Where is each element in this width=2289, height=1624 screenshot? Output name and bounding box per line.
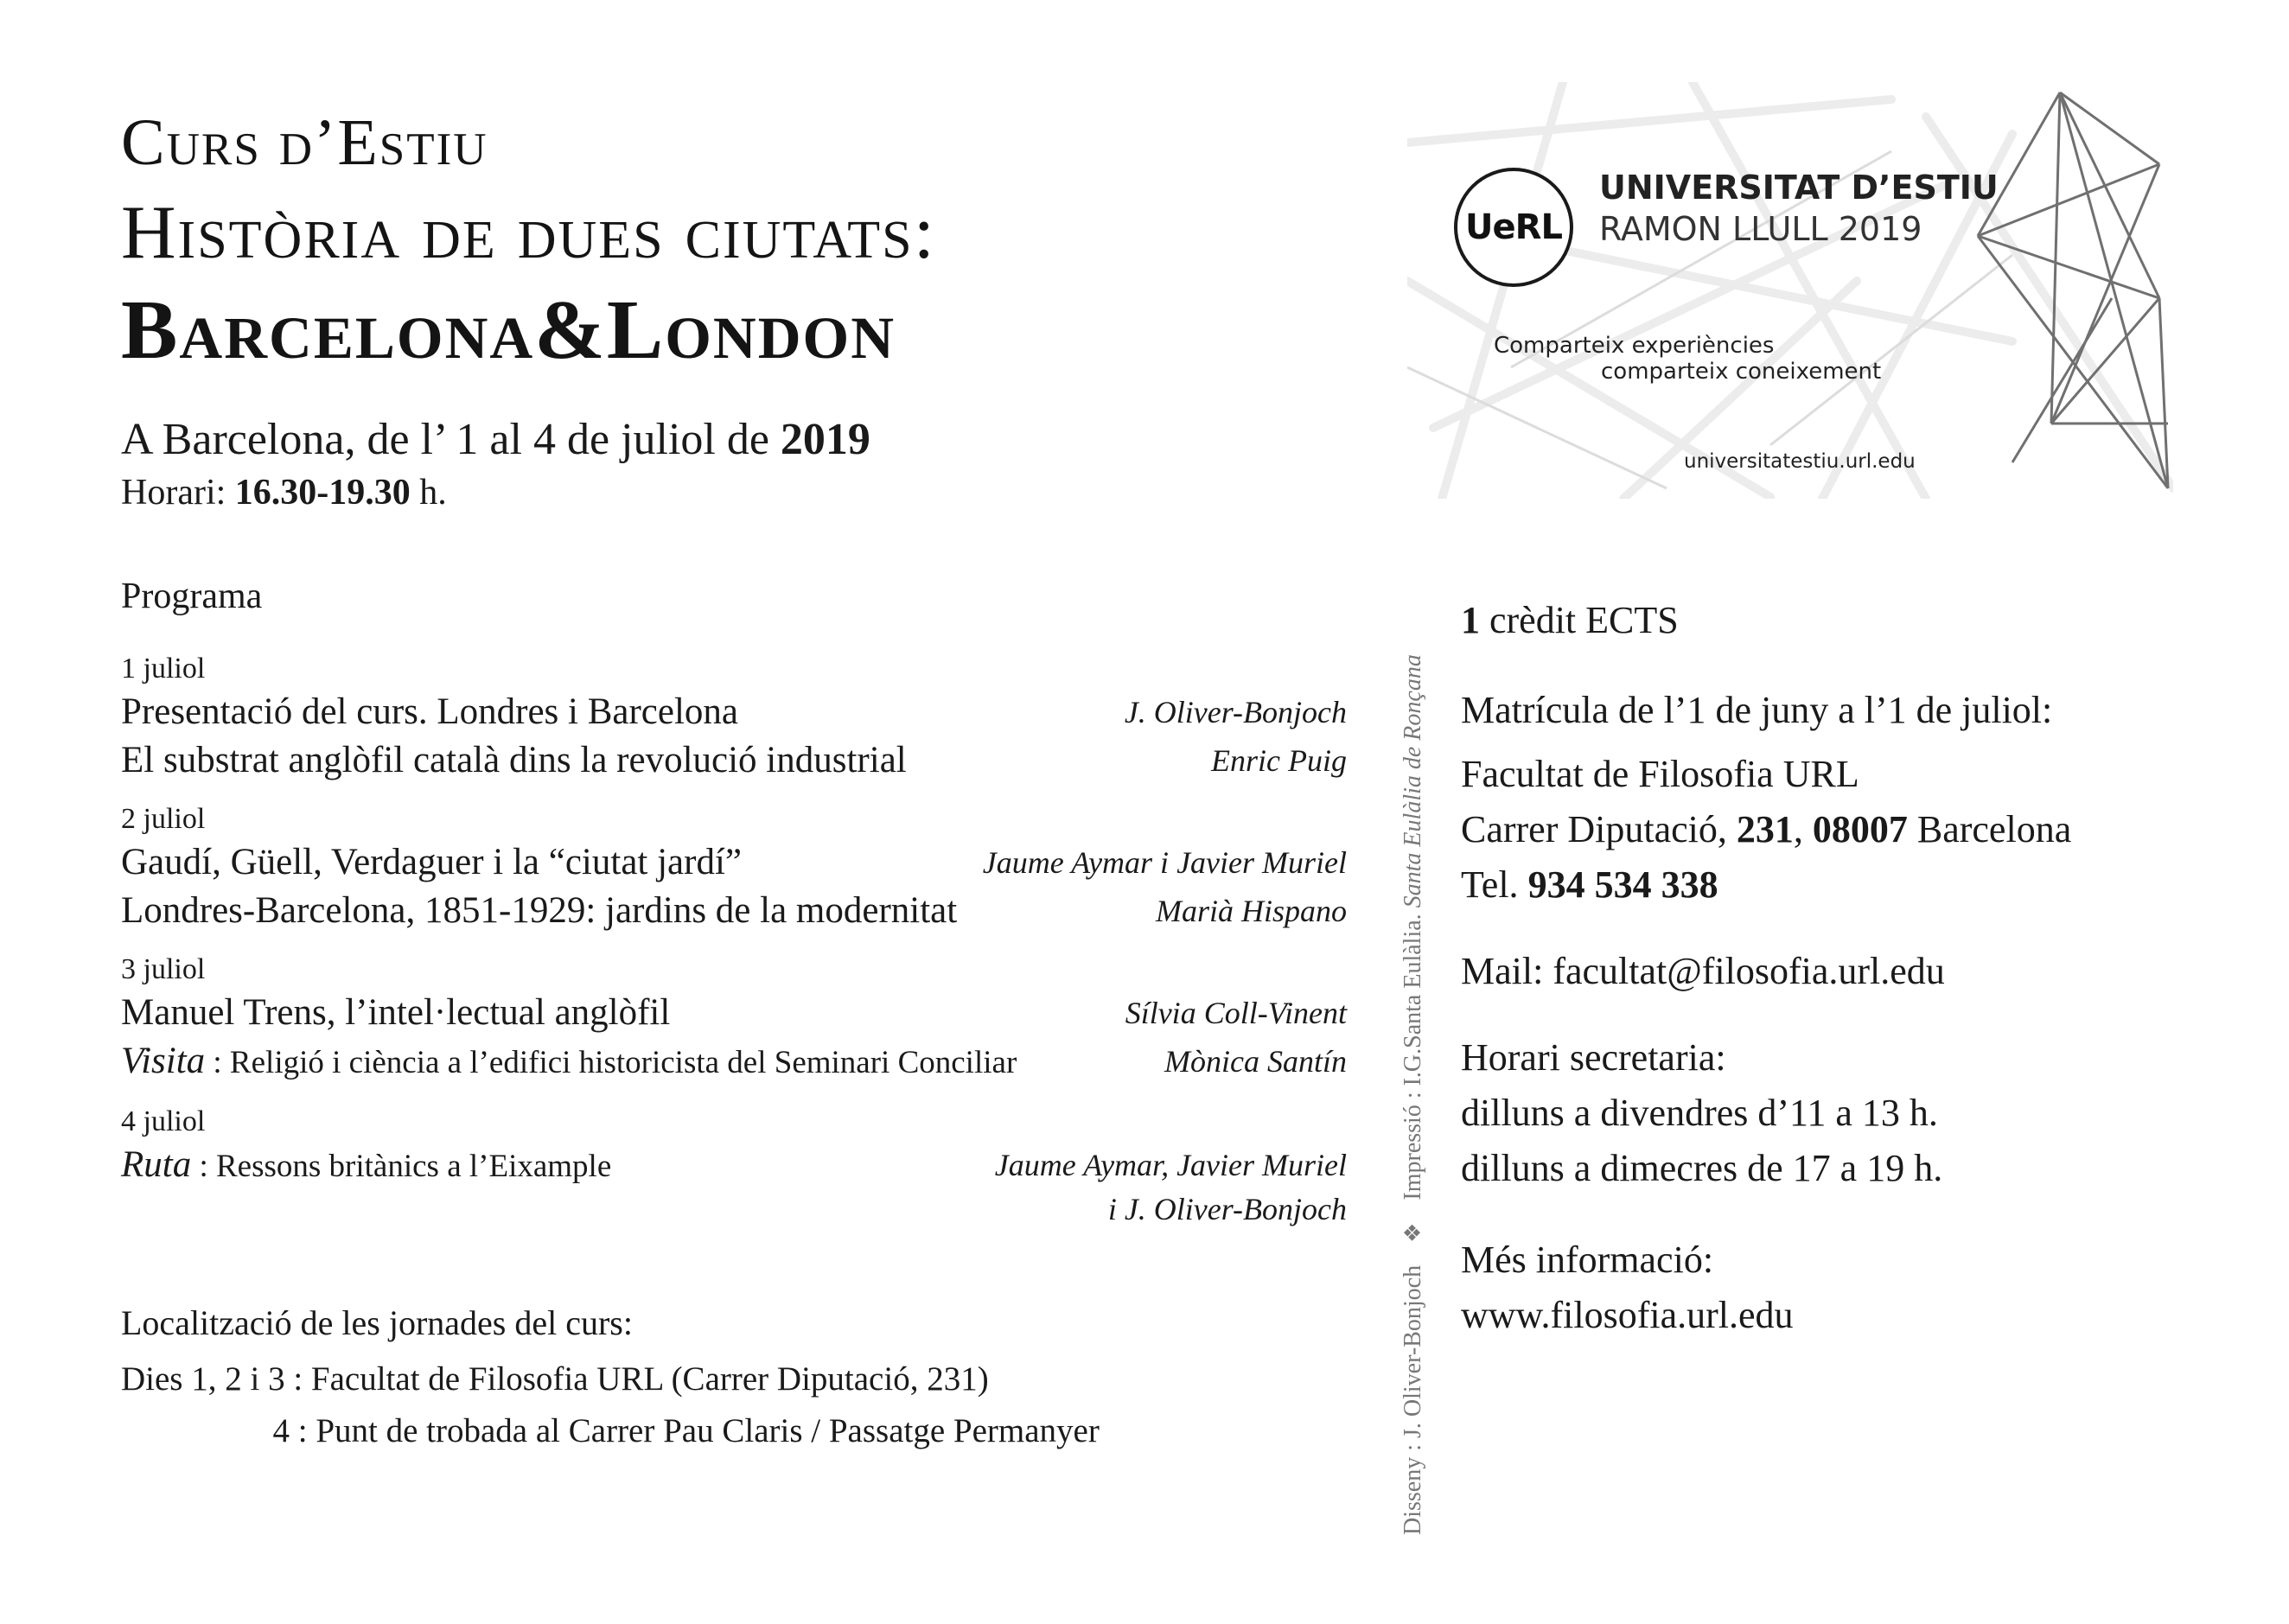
- office-hours-title: Horari secretaria:: [1461, 1036, 1726, 1079]
- program-list: [121, 650, 1347, 1245]
- location-days-text: : Facultat de Filosofia URL (Carrer Diputació, 231): [284, 1360, 989, 1398]
- program-day: [121, 951, 1347, 1087]
- session-type: Ruta: [121, 1144, 192, 1185]
- session-topic: [121, 887, 957, 935]
- faculty-name: Facultat de Filosofia URL: [1461, 753, 1859, 795]
- session-speaker: [1125, 688, 1347, 736]
- session-speaker: [1156, 887, 1347, 935]
- brand-name: UNIVERSITAT D’ESTIU: [1599, 169, 1999, 207]
- session-topic-text: Presentació del curs. Londres i Barcelona: [121, 691, 739, 732]
- credits-number: 1: [1461, 599, 1480, 641]
- program-session: [121, 736, 1347, 785]
- phone: [1461, 857, 1718, 913]
- speaker-name: Mònica Santín: [1164, 1044, 1347, 1079]
- session-topic: [121, 1037, 1017, 1087]
- location-day4-text: : Punt de trobada al Carrer Pau Claris / Passatge Permanyer: [290, 1412, 1100, 1449]
- program-session: [121, 688, 1347, 736]
- print-credit-place: Santa Eulàlia de Ronçana: [1400, 654, 1426, 908]
- ects-credits: [1461, 593, 1679, 648]
- program-day-label: 3 juliol: [121, 953, 206, 985]
- session-speaker: [995, 1141, 1347, 1229]
- faculty-address: [1461, 802, 2071, 857]
- summer-university-url: universitatestiu.url.edu: [1684, 450, 1916, 473]
- session-speaker: [1125, 989, 1347, 1037]
- address-postcode: 08007: [1812, 808, 1908, 850]
- location-day4-label: 4: [272, 1412, 290, 1449]
- program-session: [121, 887, 1347, 935]
- session-speaker: [983, 838, 1347, 887]
- schedule-line: [121, 470, 447, 515]
- session-topic: [121, 838, 742, 887]
- session-topic-text: Gaudí, Güell, Verdaguer i la “ciutat jardí”: [121, 842, 742, 882]
- more-info-url: www.filosofia.url.edu: [1461, 1294, 1794, 1336]
- design-credit: Disseny : J. Oliver-Bonjoch: [1400, 1264, 1426, 1535]
- phone-number: 934 534 338: [1527, 863, 1718, 906]
- office-hours-afternoon: dilluns a dimecres de 17 a 19 h.: [1461, 1147, 1943, 1189]
- geometric-background-lines: [1407, 82, 2173, 499]
- program-session: [121, 838, 1347, 887]
- session-topic-text: : Ressons britànics a l’Eixample: [191, 1149, 612, 1184]
- enrolment-period: Matrícula de l’1 de juny a l’1 de juliol:: [1461, 689, 2053, 731]
- schedule-time: 16.30-19.30: [234, 473, 411, 513]
- location-line-1: [121, 1357, 989, 1402]
- dates-line: [121, 413, 870, 467]
- program-day: [121, 800, 1347, 935]
- slogan-line-1: Comparteix experiències: [1494, 333, 1775, 359]
- session-topic: [121, 688, 738, 736]
- speaker-name: Sílvia Coll-Vinent: [1125, 996, 1347, 1030]
- session-topic: [121, 1141, 611, 1191]
- uerl-logo: UeRL: [1454, 168, 1573, 287]
- session-topic-text: Londres-Barcelona, 1851-1929: jardins de la modernitat: [121, 890, 958, 931]
- course-title-line2: Barcelona&London: [121, 283, 896, 377]
- course-title-line1: Història de dues ciutats:: [121, 191, 937, 275]
- speaker-name: Jaume Aymar, Javier Muriel: [994, 1148, 1347, 1182]
- credits-text: crèdit ECTS: [1480, 599, 1679, 641]
- program-title: Programa: [121, 576, 263, 616]
- session-topic-text: El substrat anglòfil català dins la revolució industrial: [121, 740, 907, 780]
- session-topic: [121, 736, 907, 785]
- slogan-line-2: comparteix coneixement: [1601, 359, 1882, 385]
- location-title: Localització de les jornades del curs:: [121, 1303, 633, 1342]
- phone-label: Tel.: [1461, 863, 1528, 906]
- address-separator: ,: [1793, 808, 1813, 850]
- program-day: [121, 1103, 1347, 1229]
- print-credit: Impressió : I.G.Santa Eulàlia.: [1400, 908, 1426, 1200]
- separator-ornament: ❖: [1400, 1222, 1425, 1243]
- address-street: Carrer Diputació,: [1461, 808, 1737, 850]
- address-city: Barcelona: [1907, 808, 2072, 850]
- speaker-name: Enric Puig: [1211, 743, 1347, 778]
- year: 2019: [780, 415, 870, 464]
- program-day-label: 4 juliol: [121, 1105, 206, 1137]
- program-session: [121, 1037, 1347, 1087]
- program-day-label: 1 juliol: [121, 653, 206, 685]
- office-hours-weekdays: dilluns a divendres d’11 a 13 h.: [1461, 1092, 1938, 1134]
- session-speaker: [1211, 736, 1347, 785]
- program-session: [121, 1141, 1347, 1229]
- schedule-label: Horari:: [121, 473, 235, 513]
- course-type-heading: Curs d’Estiu: [121, 106, 488, 179]
- schedule-suffix: h.: [410, 473, 447, 513]
- speaker-name: J. Oliver-Bonjoch: [1124, 695, 1347, 729]
- address-number: 231: [1736, 808, 1794, 850]
- program-day-label: 2 juliol: [121, 803, 206, 835]
- more-info-title: Més informació:: [1461, 1239, 1714, 1281]
- session-topic: [121, 989, 670, 1037]
- location-days-label: Dies 1, 2 i 3: [121, 1360, 285, 1398]
- program-day: [121, 650, 1347, 785]
- session-speaker: [1164, 1037, 1347, 1086]
- email-line: Mail: facultat@filosofia.url.edu: [1461, 950, 1945, 992]
- speaker-name: Jaume Aymar i Javier Muriel: [982, 845, 1347, 880]
- session-topic-text: : Religió i ciència a l’edifici historicista del Seminari Conciliar: [205, 1045, 1017, 1080]
- design-print-credit: [1396, 472, 1431, 1535]
- summer-university-banner: [1407, 82, 2173, 499]
- brand-subtitle: RAMON LLULL 2019: [1599, 210, 1922, 248]
- location-line-2: [121, 1409, 1100, 1454]
- program-session: [121, 989, 1347, 1037]
- dates-text: A Barcelona, de l’ 1 al 4 de juliol de: [121, 415, 781, 464]
- session-type: Visita: [121, 1041, 206, 1081]
- session-topic-text: Manuel Trens, l’intel·lectual anglòfil: [121, 992, 671, 1033]
- speaker-name-continued: i J. Oliver-Bonjoch: [1107, 1192, 1347, 1226]
- speaker-name: Marià Hispano: [1155, 894, 1347, 928]
